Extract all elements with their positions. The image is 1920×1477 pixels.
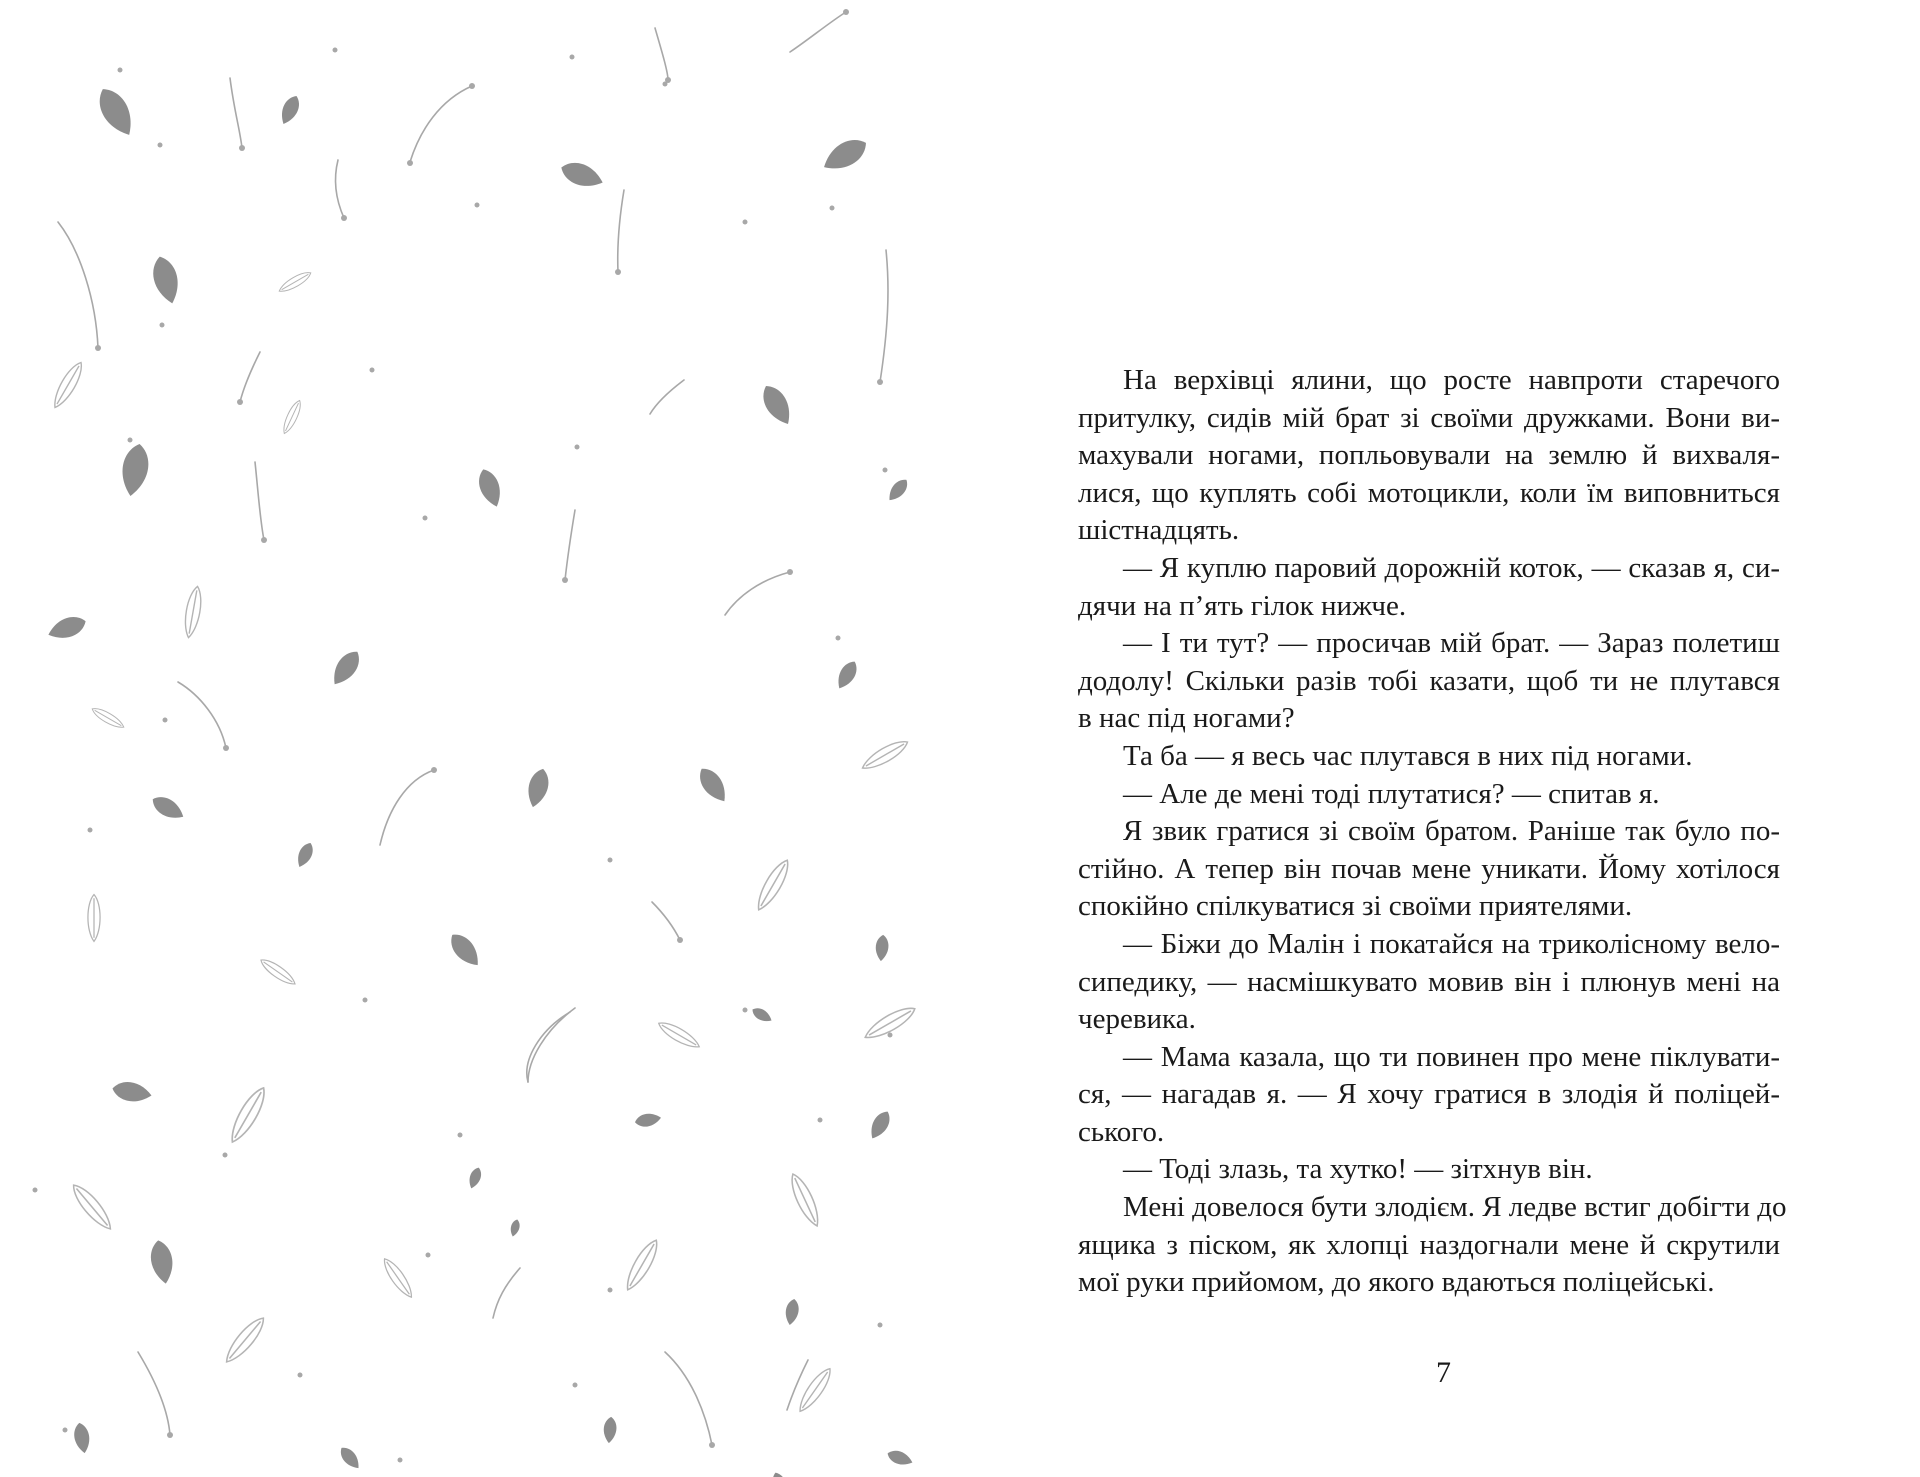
text-line: — Мама казала, що ти повинен про мене піклувати- xyxy=(1123,1040,1780,1073)
text-line: ся, — нагадав я. — Я хочу гратися в злодія й поліцей- xyxy=(1078,1078,1780,1111)
text-line: черевика. xyxy=(1078,1003,1196,1036)
text-line: мої руки прийомом, до якого вдаються поліцейські. xyxy=(1078,1266,1715,1299)
text-line: шістнадцять. xyxy=(1078,514,1240,547)
text-line: — Я куплю паровий дорожній коток, — сказав я, си- xyxy=(1123,551,1780,584)
text-line: На верхівці ялини, що росте навпроти старечого xyxy=(1123,364,1780,396)
text-line: дячи на п’ять гілок нижче. xyxy=(1078,589,1407,622)
text-line: в нас під ногами? xyxy=(1078,702,1295,735)
text-line: — Тоді злазь, та хутко! — зітхнув він. xyxy=(1123,1153,1593,1186)
page-number: 7 xyxy=(1436,1356,1451,1389)
text-line: лися, що куплять собі мотоцикли, коли їм виповниться xyxy=(1078,476,1780,509)
text-line: Мені довелося бути злодієм. Я ледве встиг добігти до xyxy=(1123,1191,1787,1224)
text-line: — Біжи до Малін і покатайся на триколісному вело- xyxy=(1123,927,1780,960)
text-line: — Але де мені тоді плутатися? — спитав я. xyxy=(1123,777,1660,810)
text-line: спокійно спілкуватися зі своїми приятелями. xyxy=(1078,890,1633,923)
text-line: ящика з піском, як хлопці наздогнали мене й скрутили xyxy=(1078,1228,1780,1261)
text-line: притулку, сидів мій брат зі своїми дружками. Вони ви- xyxy=(1078,401,1780,434)
text-line: сипедику, — насмішкувато мовив він і плюнув мені на xyxy=(1078,965,1780,998)
text-page xyxy=(960,0,1920,1477)
story-text xyxy=(1078,362,1787,1302)
text-line: — І ти тут? — просичав мій брат. — Зараз полетиш xyxy=(1123,627,1780,660)
text-line: Та ба — я весь час плутався в них під ногами. xyxy=(1123,739,1693,772)
text-line: додолу! Скільки разів тобі казати, щоб ти не плутався xyxy=(1078,664,1780,697)
text-line: ського. xyxy=(1078,1115,1165,1148)
text-line: стійно. А тепер він почав мене уникати. Йому хотілося xyxy=(1078,852,1780,885)
text-line: махували ногами, попльовували на землю й вихваля- xyxy=(1078,439,1780,472)
text-line: Я звик гратися зі своїм братом. Раніше так було по- xyxy=(1123,815,1780,848)
